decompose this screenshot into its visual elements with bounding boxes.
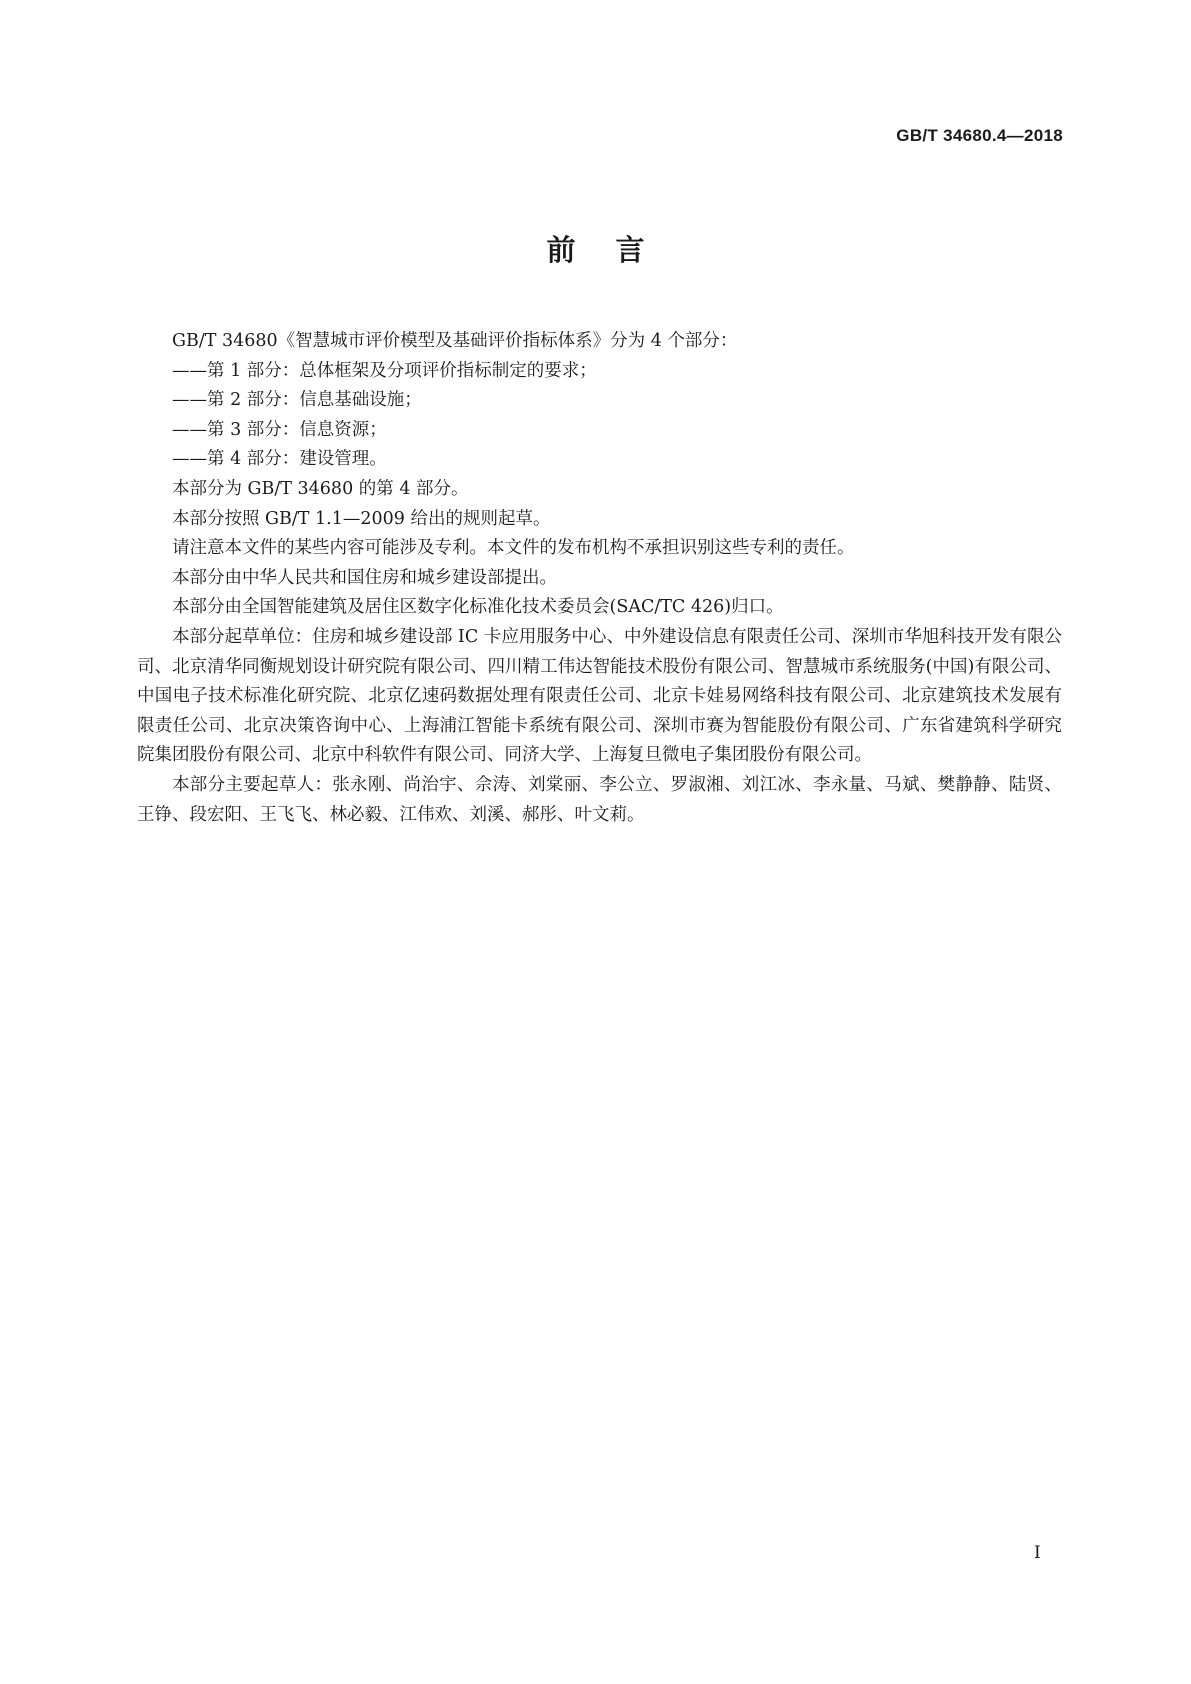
list-item-part-2: ——第 2 部分：信息基础设施；	[172, 390, 422, 411]
paragraph-drafting-units: 本部分起草单位：住房和城乡建设部 IC 卡应用服务中心、中外建设信息有限责任公司、深圳市华旭科技开发有限公司、北京清华同衡规划设计研究院有限公司、四川精工伟达智能技术股份有限公司、智慧城市系统服务(中国)有限公司、中国电子技术标准化研究院、北京亿速码数据处理有限责任公司、北京卡娃易网络科技有限公司、北京建筑技术发展有限责任公司、北京决策咨询中心、上海浦江智能卡系统有限公司、深圳市赛为智能股份有限公司、广东省建筑科学研究院集团股份有限公司、北京中科软件有限公司、同济大学、上海复旦微电子集团股份有限公司。	[137, 626, 1062, 766]
paragraph-drafting-rules: 本部分按照 GB/T 1.1—2009 给出的规则起草。	[172, 508, 551, 529]
standard-number: GB/T 34680.4—2018	[896, 126, 1063, 145]
list-item-part-3: ——第 3 部分：信息资源；	[172, 419, 387, 440]
paragraph-proposer: 本部分由中华人民共和国住房和城乡建设部提出。	[172, 567, 557, 588]
list-item-part-4: ——第 4 部分：建设管理。	[172, 449, 387, 470]
paragraph-technical-committee: 本部分由全国智能建筑及居住区数字化标准化技术委员会(SAC/TC 426)归口。	[172, 597, 784, 618]
foreword-body	[137, 327, 1062, 830]
paragraph-patent-notice: 请注意本文件的某些内容可能涉及专利。本文件的发布机构不承担识别这些专利的责任。	[172, 538, 855, 559]
page-title: 前言	[546, 233, 685, 267]
paragraph-drafters: 本部分主要起草人：张永刚、尚治宇、佘涛、刘棠丽、李公立、罗淑湘、刘江冰、李永量、马斌、樊静静、陆贤、王铮、段宏阳、王飞飞、林必毅、江伟欢、刘溪、郝彤、叶文莉。	[137, 774, 1062, 825]
paragraph-part-statement: 本部分为 GB/T 34680 的第 4 部分。	[172, 478, 469, 499]
paragraph-parts-intro: GB/T 34680《智慧城市评价模型及基础评价指标体系》分为 4 个部分：	[172, 331, 738, 351]
list-item-part-1: ——第 1 部分：总体框架及分项评价指标制定的要求；	[172, 360, 597, 381]
page-number: I	[1034, 1543, 1041, 1563]
